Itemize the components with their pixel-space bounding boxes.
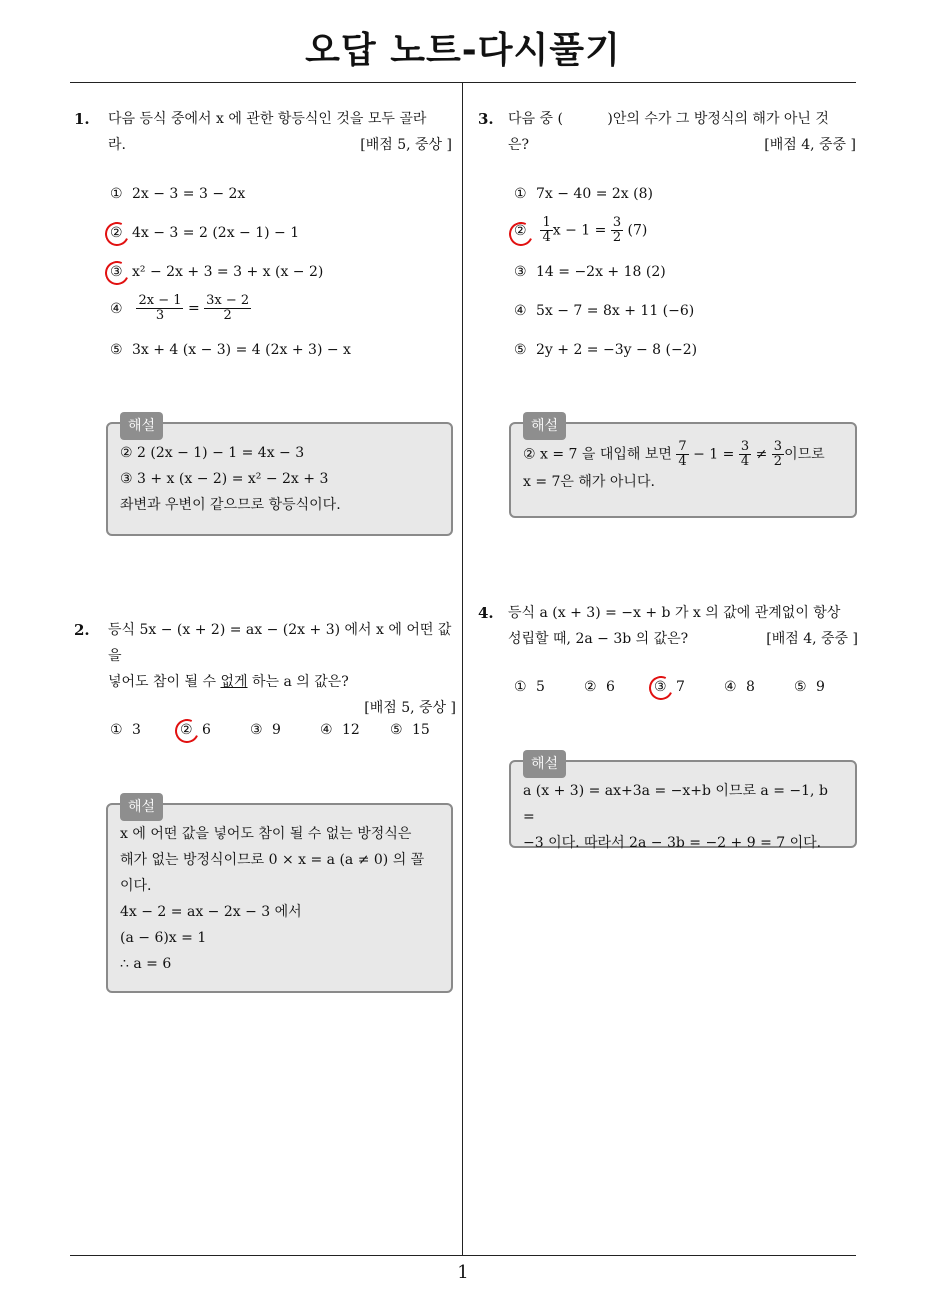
fraction-denominator: 4 (678, 454, 687, 469)
choice-mark: ④ (514, 303, 527, 319)
choice-text: (7) (627, 222, 648, 239)
choice[interactable] (110, 225, 299, 241)
question-number: 2. (74, 621, 90, 639)
choice[interactable] (724, 679, 755, 695)
choice-mark: ③ (654, 679, 667, 695)
choice-mark: ④ (110, 300, 123, 317)
choice-mark: ⑤ (794, 679, 807, 695)
question-text-line: 라. (108, 137, 126, 153)
choice-mark: ⑤ (514, 342, 527, 358)
choice-mark: ② (110, 225, 123, 241)
column-divider (462, 83, 463, 1255)
solution-tag: 해설 (523, 750, 566, 778)
question-text-part: 하는 a 의 값은? (247, 674, 349, 690)
choice-mark: ④ (724, 679, 737, 695)
score-meta: [배점 4, 중중 ] (764, 137, 856, 153)
solution-line: ③ 3 + x (x − 2) = x² − 2x + 3 (120, 471, 329, 487)
choice-mark: ③ (110, 264, 123, 280)
choice[interactable] (110, 722, 141, 738)
question-text-line: 다음 등식 중에서 x 에 관한 항등식인 것을 모두 골라 (108, 111, 427, 127)
not-equal-sign: ≠ (755, 446, 768, 463)
underlined-word: 없게 (220, 674, 248, 690)
answer-circle-mark (102, 258, 133, 289)
choice-text: 2y + 2 = −3y − 8 (−2) (536, 342, 698, 358)
question-text-line: 은? (508, 137, 530, 153)
question-text-line: 등식 5x − (x + 2) = ax − (2x + 3) 에서 x 에 어떤 값을 (108, 622, 452, 664)
choice[interactable] (110, 342, 351, 358)
fraction-denominator: 2 (773, 454, 783, 469)
solution-box-q2 (106, 799, 453, 993)
solution-line: 4x − 2 = ax − 2x − 3 에서 (120, 904, 302, 920)
choice-mark: ① (110, 722, 123, 738)
choice[interactable] (514, 679, 545, 695)
fraction-denominator: 2 (223, 308, 232, 323)
answer-circle-mark (102, 219, 133, 250)
choice-text: 5x − 7 = 8x + 11 (−6) (536, 303, 695, 319)
solution-line: ∴ a = 6 (120, 956, 172, 972)
choice-mark: ② (180, 722, 193, 738)
question-number: 3. (478, 110, 494, 128)
choice[interactable] (794, 679, 825, 695)
solution-line: x = 7은 해가 아니다. (523, 474, 655, 490)
choice-mark: ⑤ (390, 722, 403, 738)
choice[interactable] (390, 722, 430, 738)
fraction-denominator: 4 (740, 454, 750, 469)
solution-text: ② x = 7 을 대입해 보면 (523, 446, 672, 463)
choice-mark: ⑤ (110, 342, 123, 358)
score-meta: [배점 4, 중중 ] (766, 631, 858, 647)
choice[interactable] (514, 216, 647, 245)
choice-mark: ② (514, 222, 527, 239)
solution-box-q1 (106, 418, 453, 536)
solution-line: x 에 어떤 값을 넣어도 참이 될 수 없는 방정식은 (120, 826, 412, 842)
choice-mark: ① (514, 679, 527, 695)
fraction-numerator: 7 (678, 439, 687, 454)
choice-mark: ③ (514, 264, 527, 280)
fraction-denominator: 4 (542, 230, 551, 245)
choice-text: 7 (676, 679, 685, 695)
solution-text: − 1 = (693, 446, 735, 463)
choice[interactable] (110, 294, 251, 323)
fraction-numerator: 3x − 2 (206, 293, 250, 308)
choice[interactable] (110, 264, 323, 280)
choice[interactable] (110, 186, 245, 202)
answer-circle-mark (646, 673, 677, 704)
choice-text: x² − 2x + 3 = 3 + x (x − 2) (132, 264, 324, 280)
solution-line: 좌변과 우변이 같으므로 항등식이다. (120, 497, 341, 513)
solution-tag: 해설 (120, 793, 163, 821)
fraction-denominator: 3 (155, 308, 165, 323)
choice[interactable] (514, 342, 697, 358)
question-text-line: 등식 a (x + 3) = −x + b 가 x 의 값에 관계없이 항상 (508, 605, 841, 621)
score-meta: [배점 5, 중상 ] (364, 700, 456, 716)
question-2 (74, 617, 456, 721)
choice[interactable] (514, 303, 694, 319)
choice-mark: ① (514, 186, 527, 202)
choice-text: x − 1 = (552, 222, 607, 239)
question-number: 1. (74, 110, 90, 128)
choice-mark: ② (584, 679, 597, 695)
choice-text: 8 (746, 679, 755, 695)
solution-box-q4 (509, 756, 857, 851)
choice[interactable] (250, 722, 281, 738)
solution-line: 이다. (120, 878, 152, 894)
page-number: 1 (457, 1262, 469, 1283)
choice[interactable] (514, 264, 666, 280)
choice-text: 3x + 4 (x − 3) = 4 (2x + 3) − x (132, 342, 351, 358)
question-text-line: 성립할 때, 2a − 3b 의 값은? (508, 631, 689, 647)
question-1 (74, 106, 452, 158)
fraction-denominator: 2 (612, 230, 622, 245)
choice-text: 3 (132, 722, 141, 738)
choice-text: 6 (606, 679, 615, 695)
solution-tag: 해설 (120, 412, 163, 440)
solution-tag: 해설 (523, 412, 566, 440)
choice[interactable] (320, 722, 360, 738)
page-title: 오답 노트-다시풀기 (305, 30, 621, 71)
choice-text: 7x − 40 = 2x (8) (536, 186, 653, 202)
fraction-numerator: 3 (612, 215, 622, 230)
choice[interactable] (584, 679, 615, 695)
solution-line: a (x + 3) = ax+3a = −x+b 이므로 a = −1, b = (523, 783, 828, 825)
choice-text: 14 = −2x + 18 (2) (536, 264, 666, 280)
fraction-numerator: 3 (740, 439, 750, 454)
question-4 (478, 600, 858, 652)
solution-line: −3 이다. 따라서 2a − 3b = −2 + 9 = 7 이다. (523, 835, 822, 851)
fraction-numerator: 1 (542, 215, 551, 230)
fraction-numerator: 2x − 1 (138, 293, 182, 308)
equals-sign: = (187, 300, 200, 317)
question-text-part: 넣어도 참이 될 수 (108, 674, 221, 690)
choice-text: 6 (202, 722, 211, 738)
choice-text: 2x − 3 = 3 − 2x (132, 186, 246, 202)
solution-line: (a − 6)x = 1 (120, 930, 207, 946)
bottom-rule (70, 1255, 856, 1256)
choice-text: 4x − 3 = 2 (2x − 1) − 1 (132, 225, 300, 241)
solution-box-q3 (509, 418, 857, 518)
solution-line: 해가 없는 방정식이므로 0 × x = a (a ≠ 0) 의 꼴 (120, 852, 425, 868)
choice-mark: ① (110, 186, 123, 202)
solution-text: 이므로 (784, 446, 825, 463)
choice-text: 15 (412, 722, 430, 738)
choice-text: 9 (272, 722, 281, 738)
choice-text: 12 (342, 722, 360, 738)
choice-text: 5 (536, 679, 545, 695)
choice-text: 9 (816, 679, 825, 695)
choice-mark: ④ (320, 722, 333, 738)
choice[interactable] (514, 186, 653, 202)
top-rule (70, 82, 856, 83)
score-meta: [배점 5, 중상 ] (360, 137, 452, 153)
question-text-line: 다음 중 ( )안의 수가 그 방정식의 해가 아닌 것 (508, 111, 829, 127)
question-3 (478, 106, 856, 158)
choice-mark: ③ (250, 722, 263, 738)
solution-line: ② 2 (2x − 1) − 1 = 4x − 3 (120, 445, 305, 461)
question-number: 4. (478, 604, 494, 622)
fraction-numerator: 3 (773, 439, 783, 454)
